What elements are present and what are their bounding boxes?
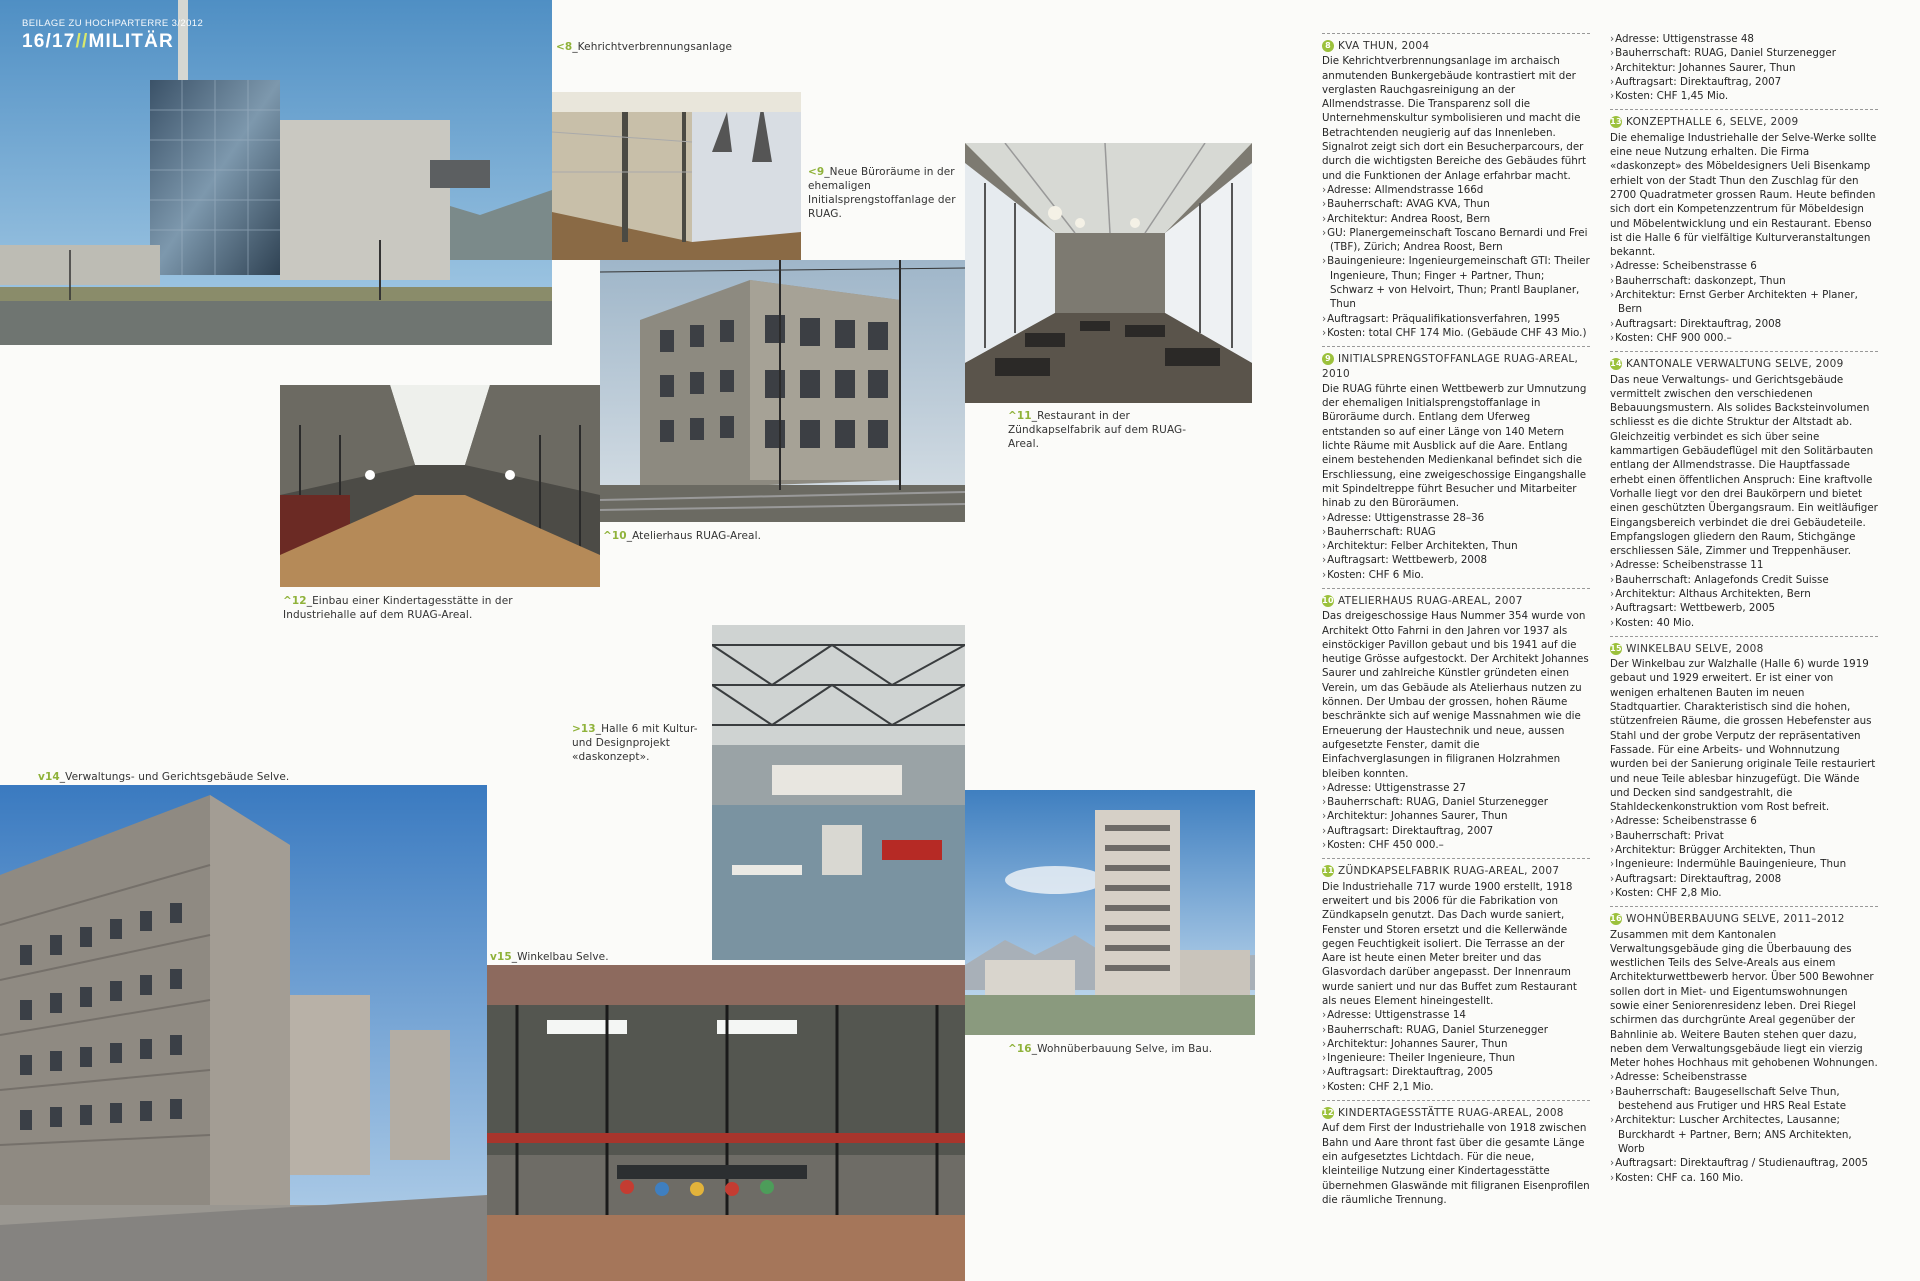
fact-item: › Bauherrschaft: daskonzept, Thun <box>1610 274 1878 288</box>
caption-9: <9_Neue Büroräume in der ehemaligen Initialsprengstoffanlage der RUAG. <box>808 166 956 220</box>
fact-item: › Adresse: Allmendstrasse 166d <box>1322 183 1590 197</box>
photo-buero-raeume-image <box>552 92 801 260</box>
caption-8-number: 8 <box>564 41 573 53</box>
entry-13-facts <box>1610 259 1878 345</box>
page-numbers: 16/17 <box>22 31 76 52</box>
fact-item: › Adresse: Scheibenstrasse 11 <box>1610 558 1878 572</box>
photo-wohnueberbauung-image <box>965 790 1255 1035</box>
entry-9-heading <box>1322 352 1590 381</box>
entry-8 <box>1322 33 1590 340</box>
photo-verwaltung-selve-image <box>0 785 487 1281</box>
entry-13-heading <box>1610 115 1878 129</box>
caption-13: >13_Halle 6 mit Kultur- und Designprojekt «daskonzept». <box>572 723 698 763</box>
fact-item: › Auftragsart: Direktauftrag / Studienauftrag, 2005 <box>1610 1156 1878 1170</box>
entry-13-title: KONZEPTHALLE 6, SELVE, 2009 <box>1626 116 1799 129</box>
issue-label: BEILAGE ZU HOCHPARTERRE 3/2012 <box>22 18 204 29</box>
entry-9-body: Die RUAG führte einen Wettbewerb zur Umnutzung der ehemaligen Initialsprengstoffanlage in Büroräume durch. Entlang dem Uferweg entstanden so auf einer Länge von 140 Metern lichte Räume mit Ausblick auf die Aare. Entlang einem bestehenden Medienkanal befindet sich die Erschliessung, eine zweigeschossige Eingangshalle mit Spindeltreppe führt Besucher und Mitarbeiter hinab zu den Büroräumen. <box>1322 382 1587 510</box>
fact-item: › Adresse: Uttigenstrasse 27 <box>1322 781 1590 795</box>
fact-item: › Bauherrschaft: RUAG <box>1322 525 1590 539</box>
caption-16-number: 16 <box>1016 1043 1032 1055</box>
caption-15: v15_Winkelbau Selve. <box>490 951 609 963</box>
fact-item: › Bauherrschaft: Baugesellschaft Selve Thun, bestehend aus Frutiger und HRS Real Estate <box>1610 1085 1878 1114</box>
caption-15-number: 15 <box>496 951 512 963</box>
photo-restaurant-image <box>965 143 1252 403</box>
caption-11-text: Restaurant in der Zündkapselfabrik auf dem RUAG-Areal. <box>1008 410 1187 450</box>
fact-item: › Architektur: Felber Architekten, Thun <box>1322 539 1590 553</box>
text-column-right <box>1610 32 1878 1191</box>
fact-item: › Bauherrschaft: RUAG, Daniel Sturzenegger <box>1322 795 1590 809</box>
caption-14-arrow: v <box>38 771 45 783</box>
entry-13-body: Die ehemalige Industriehalle der Selve-Werke sollte eine neue Nutzung erhalten. Die Firma «daskonzept» des Möbeldesigners Ueli Bisenkamp erhielt von der Stadt Thun den Zuschlag für den 2700 Quadratmeter grossen Raum. Heute befinden sich dort ein Kompetenzzentrum für Möbeldesign und Möbelentwicklung und ein Restaurant. Ebenso ist die Halle 6 für vielfältige Kulturveranstaltungen bekannt. <box>1610 131 1877 259</box>
fact-item: › Bauingenieure: Ingenieurgemeinschaft GTI: Theiler Ingenieure, Thun; Finger + Partner, Thun; Schwarz + von Helvoirt, Thun; Prantl Bauplaner, Thun <box>1322 254 1590 311</box>
fact-item: › Ingenieure: Indermühle Bauingenieure, Thun <box>1610 857 1878 871</box>
entry-9-title: INITIALSPRENGSTOFFANLAGE RUAG-AREAL, 2010 <box>1322 353 1579 380</box>
caption-15-arrow: v <box>490 951 497 963</box>
entry-11-title: ZÜNDKAPSELFABRIK RUAG-AREAL, 2007 <box>1338 865 1560 878</box>
entry-15-title: WINKELBAU SELVE, 2008 <box>1626 642 1764 655</box>
caption-11-number: 11 <box>1016 410 1032 422</box>
entry-11 <box>1322 858 1590 1094</box>
caption-16-arrow: ^ <box>1008 1043 1017 1055</box>
entry-16-heading <box>1610 912 1878 926</box>
entry-12-body: Auf dem First der Industriehalle von 1918 zwischen Bahn und Aare thront fast über die gesamte Länge ein aufgesetztes Lichtdach. Für die neue, kleinteilige Nutzung einer Kindertagesstätte übernehmen Glaswände mit filigranen Eisenprofilen die räumliche Trennung. <box>1322 1122 1590 1206</box>
entry-14-heading <box>1610 357 1878 371</box>
fact-item: › Adresse: Scheibenstrasse 6 <box>1610 259 1878 273</box>
fact-item: › Architektur: Johannes Saurer, Thun <box>1322 1037 1590 1051</box>
photo-kindertagesstaette-image <box>280 385 600 587</box>
entry-11-body: Die Industriehalle 717 wurde 1900 erstellt, 1918 erweitert und bis 2006 für die Fabrikation von Zündkapseln genutzt. Das Dach wurde saniert, Fenster und Storen ersetzt und die Kellerwände gegen Feuchtigkeit isoliert. Die Terrasse an der Aare ist heute einen Meter breiter und das Glasvordach darüber angepasst. Der Innenraum wurde saniert und nur das Buffet zum Restaurant als neues Element hineingestellt. <box>1322 880 1577 1007</box>
fact-item: › Bauherrschaft: RUAG, Daniel Sturzenegger <box>1322 1023 1590 1037</box>
fact-item: › Adresse: Scheibenstrasse 6 <box>1610 814 1878 828</box>
divider <box>1610 109 1878 110</box>
entry-12-number: 12 <box>1322 1108 1334 1118</box>
entry-15-body: Der Winkelbau zur Walzhalle (Halle 6) wurde 1919 gebaut und 1929 erweitert. Er ist einer von wenigen erhaltenen Bauten im neuen Stadtquartier. Charakteristisch sind die hohen, stützenfreien Räume, die grossen Hebefenster aus Stahl und der grobe Verputz der repräsentativen Fassade. Für eine Arbeits- und Wohnnutzung wurden bei der Sanierung originale Teile restauriert und neue Teile ablesbar hinzugefügt. Die Wände und Decken sind sandgestrahlt, die Stahldeckenkonstruktion vom Rost befreit. <box>1610 658 1876 814</box>
caption-9-text: Neue Büroräume in der ehemaligen Initialsprengstoffanlage der RUAG. <box>808 166 956 220</box>
fact-item: › Kosten: CHF 900 000.– <box>1610 331 1878 345</box>
caption-8-arrow: < <box>556 41 565 53</box>
entry-14-facts <box>1610 558 1878 629</box>
fact-item: › Bauherrschaft: RUAG, Daniel Sturzenegger <box>1610 46 1878 60</box>
fact-item: › Bauherrschaft: Anlagefonds Credit Suisse <box>1610 573 1878 587</box>
fact-item: › Auftragsart: Direktauftrag, 2008 <box>1610 872 1878 886</box>
caption-13-arrow: > <box>572 723 581 735</box>
entry-12 <box>1322 1100 1590 1207</box>
caption-8: <8_Kehrichtverbrennungsanlage <box>556 41 733 53</box>
caption-16: ^16_Wohnüberbauung Selve, im Bau. <box>1008 1043 1213 1055</box>
fact-item: › Architektur: Althaus Architekten, Bern <box>1610 587 1878 601</box>
entry-11-heading <box>1322 864 1590 878</box>
entry-15 <box>1610 636 1878 900</box>
photo-verwaltung-selve <box>0 785 487 1281</box>
caption-15-text: Winkelbau Selve. <box>517 951 609 963</box>
fact-item: › Auftragsart: Direktauftrag, 2007 <box>1610 75 1878 89</box>
photo-winkelbau-selve <box>487 965 965 1281</box>
entry-12-facts <box>1610 32 1878 103</box>
entry-11-number: 11 <box>1322 866 1334 876</box>
caption-10-text: Atelierhaus RUAG-Areal. <box>632 530 762 542</box>
caption-12: ^12_Einbau einer Kindertagesstätte in der Industriehalle auf dem RUAG-Areal. <box>283 595 513 621</box>
fact-item: › Architektur: Andrea Roost, Bern <box>1322 212 1590 226</box>
entry-11-facts <box>1322 1008 1590 1094</box>
caption-10-number: 10 <box>611 530 627 542</box>
fact-item: › Kosten: CHF 6 Mio. <box>1322 568 1590 582</box>
entry-13-number: 13 <box>1610 117 1622 127</box>
entry-8-number: 8 <box>1322 40 1334 52</box>
fact-item: › Auftragsart: Wettbewerb, 2008 <box>1322 553 1590 567</box>
caption-12-number: 12 <box>291 595 307 607</box>
entry-16 <box>1610 906 1878 1185</box>
entry-12-title: KINDERTAGESSTÄTTE RUAG-AREAL, 2008 <box>1338 1107 1564 1120</box>
fact-item: › Auftragsart: Wettbewerb, 2005 <box>1610 601 1878 615</box>
fact-item: › Architektur: Johannes Saurer, Thun <box>1322 809 1590 823</box>
entry-10-number: 10 <box>1322 595 1334 605</box>
entry-13 <box>1610 109 1878 345</box>
entry-14-body: Das neue Verwaltungs- und Gerichtsgebäude vermittelt zwischen den verschiedenen Bebauungsmustern. Als solides Backsteinvolumen schliesst es die dichte Struktur der Altstadt ab. Gleichzeitig verbindet es sich über seine kammartigen Gebäudeflügel mit den Solitärbauten entlang der Allmendstrasse. Die Hauptfassade erhebt einen öffentlichen Anspruch: Eine kraftvolle Vorhalle liegt vor den drei Baukörpern und bietet einen geschützten Übergangsraum. Ein weitläufiger Eingangsbereich verbindet die drei Gebäudeteile. Empfangslogen gliedern den Raum, Stichgänge erschliessen Säle, Zimmer und Treppenhäuser. <box>1610 373 1878 558</box>
caption-9-arrow: < <box>808 166 817 178</box>
photo-halle-6-image <box>712 625 965 960</box>
caption-14-number: 14 <box>44 771 60 783</box>
caption-13-text: Halle 6 mit Kultur- und Designprojekt «daskonzept». <box>572 723 698 763</box>
caption-10: ^10_Atelierhaus RUAG-Areal. <box>603 530 762 542</box>
entry-15-number: 15 <box>1610 643 1622 653</box>
fact-item: › Adresse: Scheibenstrasse <box>1610 1070 1878 1084</box>
caption-8-text: Kehrichtverbrennungsanlage <box>577 41 733 53</box>
section-title <box>22 31 203 53</box>
entry-14 <box>1610 351 1878 630</box>
entry-9-number: 9 <box>1322 353 1334 365</box>
fact-item: › Architektur: Luscher Architectes, Lausanne; Burckhardt + Partner, Bern; ANS Architekten, Worb <box>1610 1113 1878 1156</box>
fact-item: › Ingenieure: Theiler Ingenieure, Thun <box>1322 1051 1590 1065</box>
divider <box>1610 351 1878 352</box>
fact-item: › Bauherrschaft: Privat <box>1610 829 1878 843</box>
entry-15-facts <box>1610 814 1878 900</box>
fact-item: › Architektur: Johannes Saurer, Thun <box>1610 61 1878 75</box>
caption-11: ^11_Restaurant in der Zündkapselfabrik auf dem RUAG-Areal. <box>1008 410 1187 450</box>
caption-14: v14_Verwaltungs- und Gerichtsgebäude Selve. <box>38 771 290 783</box>
magazine-header <box>22 18 203 53</box>
fact-item: › Auftragsart: Direktauftrag, 2008 <box>1610 317 1878 331</box>
fact-item: › Kosten: CHF 2,1 Mio. <box>1322 1080 1590 1094</box>
photo-atelierhaus-image <box>600 260 965 522</box>
entry-14-number: 14 <box>1610 359 1622 369</box>
photo-atelierhaus <box>600 260 965 522</box>
photo-kindertagesstaette <box>280 385 600 587</box>
entry-16-facts <box>1610 1070 1878 1184</box>
fact-item: › Auftragsart: Präqualifikationsverfahren, 1995 <box>1322 312 1590 326</box>
caption-10-arrow: ^ <box>603 530 612 542</box>
photo-wohnueberbauung <box>965 790 1255 1035</box>
fact-item: › Kosten: total CHF 174 Mio. (Gebäude CHF 43 Mio.) <box>1322 326 1590 340</box>
title-separator: // <box>75 31 89 52</box>
divider <box>1610 636 1878 637</box>
entry-9 <box>1322 346 1590 582</box>
entry-9-facts <box>1322 511 1590 582</box>
fact-item: › Architektur: Brügger Architekten, Thun <box>1610 843 1878 857</box>
entry-12-continued <box>1610 32 1878 103</box>
caption-16-text: Wohnüberbauung Selve, im Bau. <box>1037 1043 1213 1055</box>
fact-item: › Auftragsart: Direktauftrag, 2007 <box>1322 824 1590 838</box>
caption-13-number: 13 <box>580 723 596 735</box>
fact-item: › GU: Planergemeinschaft Toscano Bernardi und Frei (TBF), Zürich; Andrea Roost, Bern <box>1322 226 1590 255</box>
divider <box>1322 588 1590 589</box>
caption-11-arrow: ^ <box>1008 410 1017 422</box>
fact-item: › Kosten: CHF 1,45 Mio. <box>1610 89 1878 103</box>
entry-10-title: ATELIERHAUS RUAG-AREAL, 2007 <box>1338 594 1523 607</box>
photo-buero-raeume <box>552 92 801 260</box>
divider <box>1322 1100 1590 1101</box>
fact-item: › Kosten: 40 Mio. <box>1610 616 1878 630</box>
entry-15-heading <box>1610 642 1878 656</box>
section-name: MILITÄR <box>88 31 174 52</box>
fact-item: › Adresse: Uttigenstrasse 28–36 <box>1322 511 1590 525</box>
entry-10-facts <box>1322 781 1590 852</box>
divider <box>1322 33 1590 34</box>
caption-14-text: Verwaltungs- und Gerichtsgebäude Selve. <box>65 771 290 783</box>
entry-10-body: Das dreigeschossige Haus Nummer 354 wurde von Architekt Otto Fahrni in den Jahren vor 1937 als einstöckiger Pavillon gebaut und bis 1941 auf die heutige Grösse aufgestockt. Der Architekt Johannes Saurer und zahlreiche Künstler gründeten einen Verein, um das Gebäude als Atelierhaus nutzen zu können. Der Umbau der grossen, hohen Räume beschränkte sich auf wenige Massnahmen wie die Erneuerung der Haustechnik und neue, aussen aufgesetzte Fenster, damit die Einfachverglasungen in filigranen Holzrahmen bleiben konnten. <box>1322 610 1589 780</box>
photo-halle-6 <box>712 625 965 960</box>
entry-16-title: WOHNÜBERBAUUNG SELVE, 2011–2012 <box>1626 913 1845 926</box>
fact-item: › Architektur: Ernst Gerber Architekten + Planer, Bern <box>1610 288 1878 317</box>
entry-8-body: Die Kehrichtverbrennungsanlage im archaisch anmutenden Bunkergebäude kontrastiert mit der verglasten Rauchgasreinigung an der Allmendstrasse. Die Transparenz soll die Unternehmenskultur symbolisieren und macht die Betrachtenden neugierig auf das Innenleben. Signalrot zeigt sich dort ein Besucherparcours, der durch die wichtigsten Bereiche des Gebäudes führt und die Funktionen der Anlage erfahrbar macht. <box>1322 55 1587 182</box>
fact-item: › Adresse: Uttigenstrasse 48 <box>1610 32 1878 46</box>
entry-14-title: KANTONALE VERWALTUNG SELVE, 2009 <box>1626 358 1844 371</box>
entry-8-title: KVA THUN, 2004 <box>1338 40 1430 52</box>
divider <box>1322 858 1590 859</box>
photo-restaurant-zuendkapselfabrik <box>965 143 1252 403</box>
fact-item: › Kosten: CHF ca. 160 Mio. <box>1610 1171 1878 1185</box>
caption-9-number: 9 <box>816 166 825 178</box>
fact-item: › Kosten: CHF 2,8 Mio. <box>1610 886 1878 900</box>
fact-item: › Kosten: CHF 450 000.– <box>1322 838 1590 852</box>
entry-8-heading <box>1322 39 1590 53</box>
entry-10 <box>1322 588 1590 852</box>
entry-10-heading <box>1322 594 1590 608</box>
divider <box>1322 346 1590 347</box>
fact-item: › Bauherrschaft: AVAG KVA, Thun <box>1322 197 1590 211</box>
text-column-left <box>1322 30 1590 1213</box>
fact-item: › Auftragsart: Direktauftrag, 2005 <box>1322 1065 1590 1079</box>
caption-12-text: Einbau einer Kindertagesstätte in der Industriehalle auf dem RUAG-Areal. <box>283 595 513 621</box>
entry-16-number: 16 <box>1610 914 1622 924</box>
entry-12-heading <box>1322 1106 1590 1120</box>
caption-12-arrow: ^ <box>283 595 292 607</box>
entry-16-body: Zusammen mit dem Kantonalen Verwaltungsgebäude ging die Überbauung des westlichen Teils des Selve-Areals aus einem Architekturwettbewerb hervor. Über 500 Bewohner sollen dort in Miet- und Eigentumswohnungen sowie einer Seniorenresidenz leben. Drei Riegel schirmen das durchgrünte Areal gegenüber der Bahnlinie ab. Weitere Bauten stehen quer dazu, neben dem Verwaltungsgebäude liegt ein vierzig Meter hohes Hochhaus mit gehobenen Wohnungen. <box>1610 928 1878 1070</box>
divider <box>1610 906 1878 907</box>
entry-8-facts <box>1322 183 1590 340</box>
photo-winkelbau-image <box>487 965 965 1281</box>
fact-item: › Adresse: Uttigenstrasse 14 <box>1322 1008 1590 1022</box>
